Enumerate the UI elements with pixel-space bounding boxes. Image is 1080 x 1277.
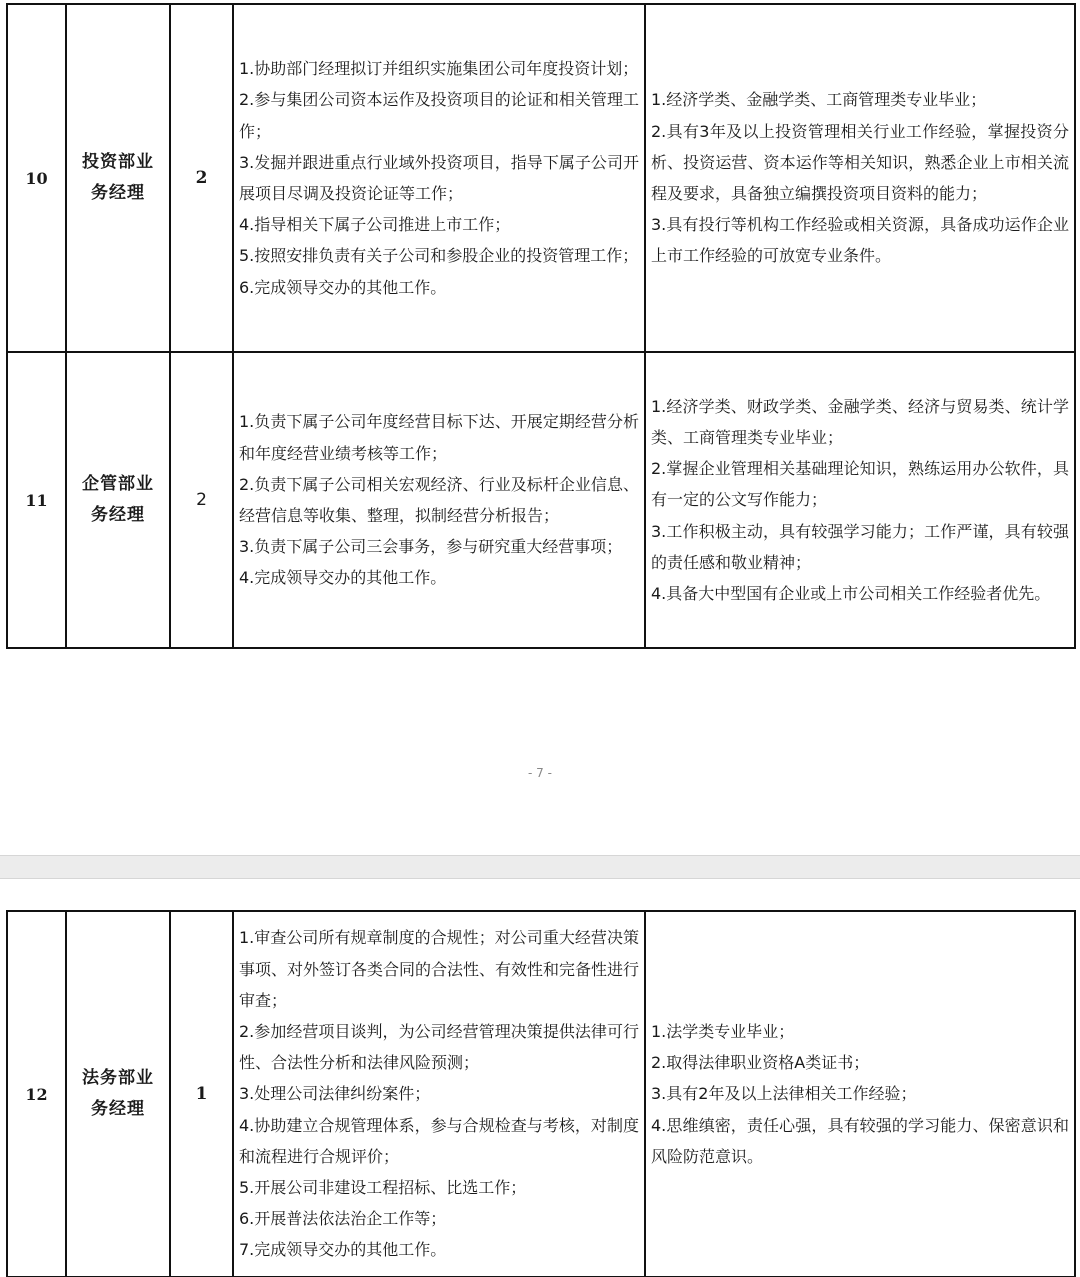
duty-item: 4.协助建立合规管理体系，参与合规检查与考核，对制度和流程进行合规评价；: [239, 1115, 639, 1166]
page-separator: [0, 855, 1080, 879]
duty-item: 3.发掘并跟进重点行业域外投资项目，指导下属子公司开展项目尽调及投资论证等工作；: [239, 152, 639, 203]
duty-item: 4.指导相关下属子公司推进上市工作；: [239, 215, 511, 235]
requirement-item: 4.思维缜密，责任心强，具有较强的学习能力、保密意识和风险防范意识。: [651, 1115, 1069, 1166]
duty-item: 3.负责下属子公司三会事务，参与研究重大经营事项；: [239, 537, 623, 557]
row-number: 10: [7, 4, 66, 352]
duty-item: 6.完成领导交办的其他工作。: [239, 277, 447, 297]
duty-item: 7.完成领导交办的其他工作。: [239, 1240, 447, 1260]
requirement-item: 2.取得法律职业资格A类证书；: [651, 1053, 870, 1073]
duty-item: 5.开展公司非建设工程招标、比选工作；: [239, 1178, 527, 1197]
requirement-item: 3.工作积极主动，具有较强学习能力；工作严谨，具有较强的责任感和敬业精神；: [651, 521, 1069, 572]
position-line: 企管部业: [82, 474, 154, 494]
duty-item: 2.负责下属子公司相关宏观经济、行业及标杆企业信息、经营信息等收集、整理，拟制经营分析报告；: [239, 474, 639, 525]
requirements-cell: [645, 911, 1075, 1277]
position-line: 务经理: [91, 183, 145, 203]
duties-cell: [233, 4, 645, 352]
requirement-item: 1.经济学类、金融学类、工商管理类专业毕业；: [651, 90, 987, 110]
row-number: 12: [7, 911, 66, 1277]
document-page-8: [0, 879, 1080, 1277]
duty-item: 1.协助部门经理拟订并组织实施集团公司年度投资计划；: [239, 59, 639, 79]
requirement-item: 1.经济学类、财政学类、金融学类、经济与贸易类、统计学类、工商管理类专业毕业；: [651, 396, 1069, 447]
headcount: 1: [170, 911, 233, 1277]
row-number: 11: [7, 352, 66, 648]
requirements-cell: [645, 352, 1075, 648]
position-title: [66, 911, 170, 1277]
page-number: - 7 -: [528, 766, 552, 780]
table-row: [7, 352, 1075, 648]
table-row: [7, 4, 1075, 352]
position-title: [66, 4, 170, 352]
requirement-item: 2.掌握企业管理相关基础理论知识，熟练运用办公软件，具有一定的公文写作能力；: [651, 459, 1069, 510]
duties-cell: [233, 911, 645, 1277]
position-line: 法务部业: [82, 1068, 154, 1088]
requirement-item: 3.具有2年及以上法律相关工作经验；: [651, 1084, 917, 1104]
duty-item: 4.完成领导交办的其他工作。: [239, 568, 447, 588]
position-line: 务经理: [91, 505, 145, 525]
job-table-top: [6, 3, 1076, 649]
requirements-cell: [645, 4, 1075, 352]
duty-item: 5.按照安排负责有关子公司和参股企业的投资管理工作；: [239, 246, 639, 266]
position-line: 务经理: [91, 1099, 145, 1119]
duty-item: 1.审查公司所有规章制度的合规性；对公司重大经营决策事项、对外签订各类合同的合法性、有效性和完备性进行审查；: [239, 928, 640, 1010]
requirement-item: 3.具有投行等机构工作经验或相关资源，具备成功运作企业上市工作经验的可放宽专业条件。: [651, 215, 1069, 266]
duty-item: 2.参与集团公司资本运作及投资项目的论证和相关管理工作；: [239, 90, 639, 141]
requirement-item: 1.法学类专业毕业；: [651, 1021, 795, 1041]
requirement-item: 2.具有3年及以上投资管理相关行业工作经验，掌握投资分析、投资运营、资本运作等相关知识，熟悉企业上市相关流程及要求，具备独立编撰投资项目资料的能力；: [651, 121, 1069, 203]
requirement-item: 4.具备大中型国有企业或上市公司相关工作经验者优先。: [651, 584, 1051, 603]
job-table-bottom: [6, 910, 1076, 1277]
position-line: 投资部业: [82, 152, 154, 172]
headcount: 2: [170, 352, 233, 648]
duty-item: 6.开展普法依法治企工作等；: [239, 1209, 447, 1229]
position-title: [66, 352, 170, 648]
duties-cell: [233, 352, 645, 648]
duty-item: 2.参加经营项目谈判，为公司经营管理决策提供法律可行性、合法性分析和法律风险预测；: [239, 1021, 639, 1073]
duty-item: 1.负责下属子公司年度经营目标下达、开展定期经营分析和年度经营业绩考核等工作；: [239, 412, 639, 463]
duty-item: 3.处理公司法律纠纷案件；: [239, 1084, 431, 1104]
table-row: [7, 911, 1075, 1277]
headcount: 2: [170, 4, 233, 352]
